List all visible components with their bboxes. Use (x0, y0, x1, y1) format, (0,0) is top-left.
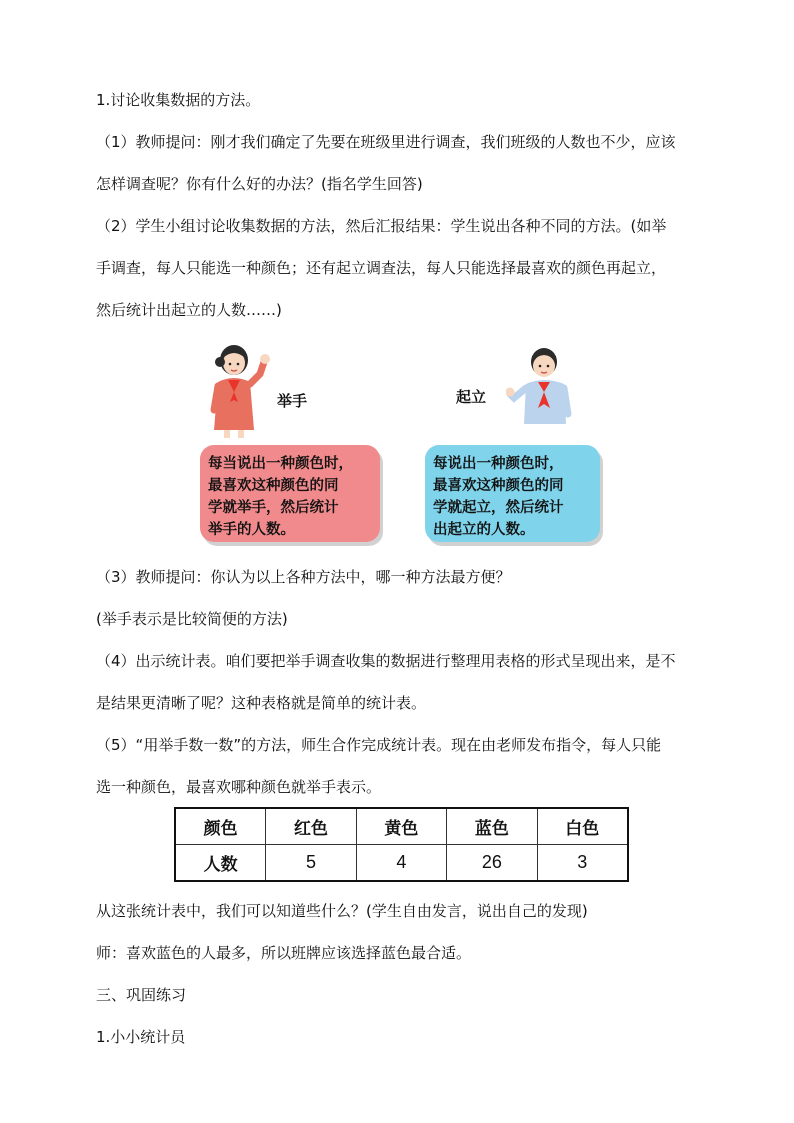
table-cell: 5 (266, 845, 356, 882)
paragraph-group-discussion: （2）学生小组讨论收集数据的方法，然后汇报结果：学生说出各种不同的方法。(如举 (96, 217, 667, 235)
paragraph-teacher-question-1: （1）教师提问：刚才我们确定了先要在班级里进行调查，我们班级的人数也不少，应该 (96, 133, 676, 151)
bubble-line: 每当说出一种颜色时， (208, 455, 353, 472)
paragraph-little-statistician: 1.小小统计员 (96, 1028, 186, 1046)
bubble-line: 举手的人数。 (208, 521, 295, 538)
table-header-cell: 白色 (537, 808, 628, 845)
table-row (175, 845, 628, 882)
table-cell: 3 (537, 845, 628, 882)
paragraph-teacher-conclusion: 师：喜欢蓝色的人最多，所以班牌应该选择蓝色最合适。 (96, 944, 472, 962)
girl-raising-hand-illustration (204, 340, 274, 440)
paragraph-show-table-cont: 是结果更清晰了呢？这种表格就是简单的统计表。 (96, 694, 427, 712)
paragraph-count-method: （5）“用举手数一数”的方法，师生合作完成统计表。现在由老师发布指令，每人只能 (96, 736, 662, 754)
paragraph-teacher-question-2: （3）教师提问：你认为以上各种方法中，哪一种方法最方便？ (96, 568, 511, 586)
table-cell: 26 (447, 845, 538, 882)
section-heading-practice: 三、巩固练习 (96, 986, 187, 1004)
bubble-line: 出起立的人数。 (433, 521, 535, 538)
boy-standing-illustration (506, 342, 578, 432)
table-header-cell: 黄色 (356, 808, 446, 845)
table-header-row (175, 808, 628, 845)
paragraph-group-discussion-cont-1: 手调查，每人只能选一种颜色；还有起立调查法，每人只能选择最喜欢的颜色再起立， (96, 259, 667, 277)
paragraph-discuss-methods: 1.讨论收集数据的方法。 (96, 91, 261, 109)
bubble-line: 最喜欢这种颜色的同 (433, 477, 564, 494)
color-statistics-table (174, 807, 629, 882)
paragraph-count-method-cont: 选一种颜色，最喜欢哪种颜色就举手表示。 (96, 778, 382, 796)
bubble-line: 学就举手，然后统计 (208, 499, 339, 516)
stand-up-explanation-bubble (425, 445, 600, 542)
paragraph-teacher-question-1-cont: 怎样调查呢？你有什么好的办法？(指名学生回答) (96, 175, 423, 193)
bubble-line: 每说出一种颜色时， (433, 455, 564, 472)
table-cell: 4 (356, 845, 446, 882)
raise-hand-explanation-bubble (200, 445, 380, 542)
stand-up-label: 起立 (456, 388, 487, 406)
bubble-line: 学就起立，然后统计 (433, 499, 564, 516)
table-row-label: 人数 (175, 845, 266, 882)
table-header-cell: 颜色 (175, 808, 266, 845)
paragraph-table-discussion: 从这张统计表中，我们可以知道些什么？(学生自由发言，说出自己的发现) (96, 902, 588, 920)
table-header-cell: 蓝色 (447, 808, 538, 845)
paragraph-group-discussion-cont-2: 然后统计出起立的人数……) (96, 301, 282, 319)
table-header-cell: 红色 (266, 808, 356, 845)
paragraph-raise-hand-answer: (举手表示是比较简便的方法) (96, 610, 288, 628)
bubble-line: 最喜欢这种颜色的同 (208, 477, 339, 494)
raise-hand-label: 举手 (277, 392, 308, 410)
illustration (190, 330, 610, 545)
paragraph-show-table: （4）出示统计表。咱们要把举手调查收集的数据进行整理用表格的形式呈现出来，是不 (96, 652, 676, 670)
